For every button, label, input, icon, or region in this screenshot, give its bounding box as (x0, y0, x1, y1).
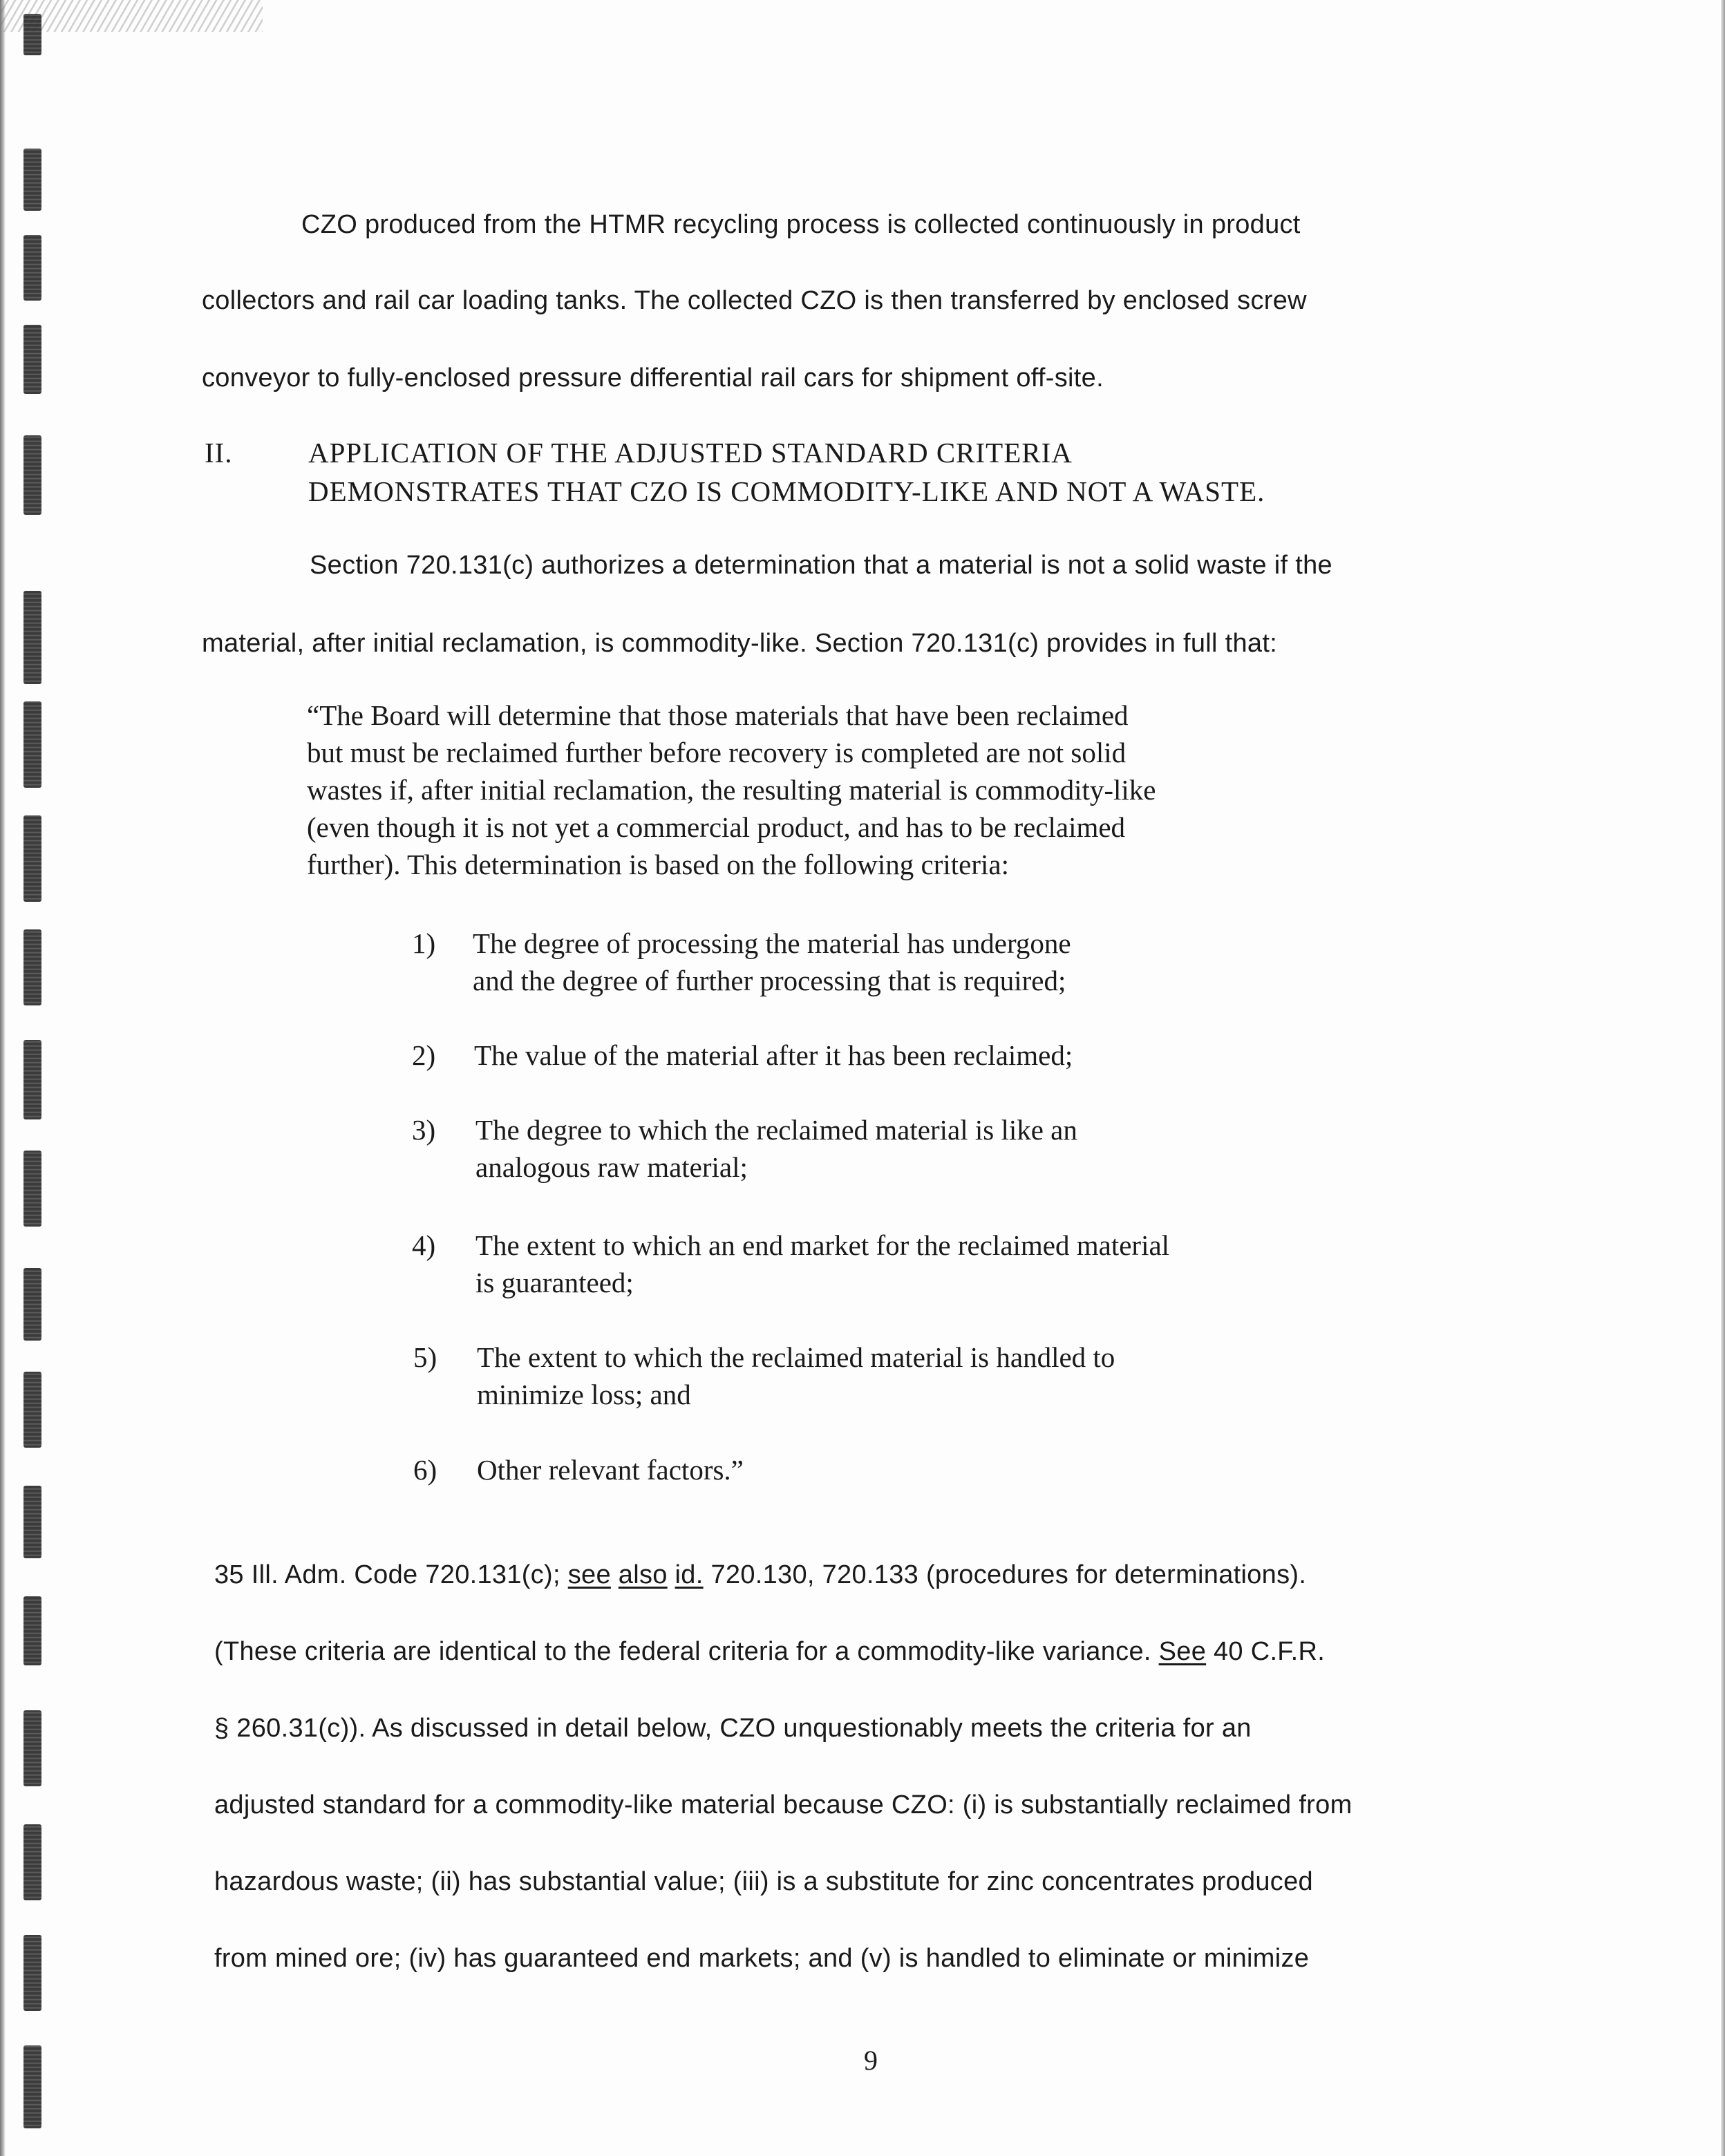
criterion-text: The extent to which an end market for the reclaimed material (475, 1229, 1170, 1261)
section-heading-line1: APPLICATION OF THE ADJUSTED STANDARD CRITERIA (308, 437, 1073, 469)
criterion-text: The value of the material after it has been reclaimed; (474, 1039, 1073, 1071)
criterion-text: The degree of processing the material has undergone (473, 927, 1071, 959)
criterion-text: analogous raw material; (475, 1151, 748, 1183)
binder-mark (23, 14, 41, 55)
binder-mark (23, 435, 41, 515)
section-numeral: II. (205, 437, 233, 469)
binder-mark (23, 1372, 41, 1448)
binder-mark (23, 1486, 41, 1558)
paragraph2-line: material, after initial reclamation, is commodity-like. Section 720.131(c) provides in full that: (202, 629, 1278, 658)
criterion-text: is guaranteed; (475, 1267, 634, 1298)
criterion-number: 1) (412, 927, 436, 959)
quote-line: but must be reclaimed further before recovery is completed are not solid (307, 737, 1127, 768)
binder-mark (23, 1040, 41, 1119)
criterion-text: minimize loss; and (477, 1379, 691, 1410)
quote-line: (even though it is not yet a commercial product, and has to be reclaimed (307, 811, 1126, 843)
binder-hole-marks (14, 0, 53, 2156)
binder-mark (23, 815, 41, 902)
binder-mark (23, 701, 41, 788)
citation-text: 720.130, 720.133 (procedures for determinations). (703, 1560, 1307, 1589)
binder-mark (23, 1935, 41, 2011)
signal-see: see (567, 1560, 611, 1589)
signal-also: also (618, 1560, 668, 1589)
binder-mark (23, 1824, 41, 1900)
citation-line: hazardous waste; (ii) has substantial value; (iii) is a substitute for zinc concentrates produced (214, 1867, 1313, 1896)
paragraph1-line: conveyor to fully-enclosed pressure differential rail cars for shipment off-site. (202, 363, 1104, 393)
binder-mark (23, 1596, 41, 1665)
binder-mark (23, 1710, 41, 1786)
citation-text: (These criteria are identical to the federal criteria for a commodity-like variance. (214, 1637, 1159, 1666)
paragraph1-line: CZO produced from the HTMR recycling process is collected continuously in product (301, 210, 1301, 239)
criterion-text: The extent to which the reclaimed material is handled to (477, 1341, 1115, 1373)
criterion-number: 4) (412, 1229, 436, 1261)
binder-mark (23, 591, 41, 684)
signal-id: id. (675, 1560, 704, 1589)
binder-mark (23, 325, 41, 394)
binder-mark (23, 929, 41, 1005)
binder-mark (23, 1151, 41, 1227)
citation-line: § 260.31(c)). As discussed in detail below, CZO unquestionably meets the criteria for an (214, 1714, 1252, 1743)
section-heading-line2: DEMONSTRATES THAT CZO IS COMMODITY-LIKE AND NOT A WASTE. (308, 475, 1265, 507)
quote-line: wastes if, after initial reclamation, the resulting material is commodity-like (307, 774, 1156, 806)
criterion-number: 2) (412, 1039, 436, 1071)
scan-left-edge (0, 0, 6, 2156)
criterion-text: Other relevant factors.” (477, 1454, 744, 1486)
binder-mark (23, 235, 41, 301)
quote-line: further). This determination is based on the following criteria: (307, 849, 1009, 880)
criterion-number: 5) (413, 1341, 437, 1373)
scan-right-edge (1721, 0, 1725, 2156)
paragraph2-line: Section 720.131(c) authorizes a determination that a material is not a solid waste if the (310, 551, 1332, 580)
binder-mark (23, 149, 41, 211)
page-number: 9 (864, 2045, 878, 2076)
criterion-number: 3) (412, 1114, 436, 1146)
criterion-text: The degree to which the reclaimed material is like an (475, 1114, 1077, 1146)
binder-mark (23, 2045, 41, 2128)
citation-line (214, 1559, 1306, 1591)
citation-line: adjusted standard for a commodity-like material because CZO: (i) is substantially reclaimed from (214, 1790, 1352, 1819)
criterion-text: and the degree of further processing that is required; (473, 965, 1066, 996)
citation-text: 40 C.F.R. (1206, 1637, 1326, 1666)
citation-text: 35 Ill. Adm. Code 720.131(c); (214, 1560, 568, 1589)
binder-mark (23, 1268, 41, 1341)
citation-line: from mined ore; (iv) has guaranteed end markets; and (v) is handled to eliminate or minimize (214, 1944, 1310, 1973)
criterion-number: 6) (413, 1454, 437, 1486)
citation-line (214, 1636, 1325, 1667)
paragraph1-line: collectors and rail car loading tanks. The collected CZO is then transferred by enclosed screw (202, 286, 1307, 315)
quote-line: “The Board will determine that those materials that have been reclaimed (307, 699, 1129, 731)
signal-see: See (1158, 1637, 1207, 1666)
